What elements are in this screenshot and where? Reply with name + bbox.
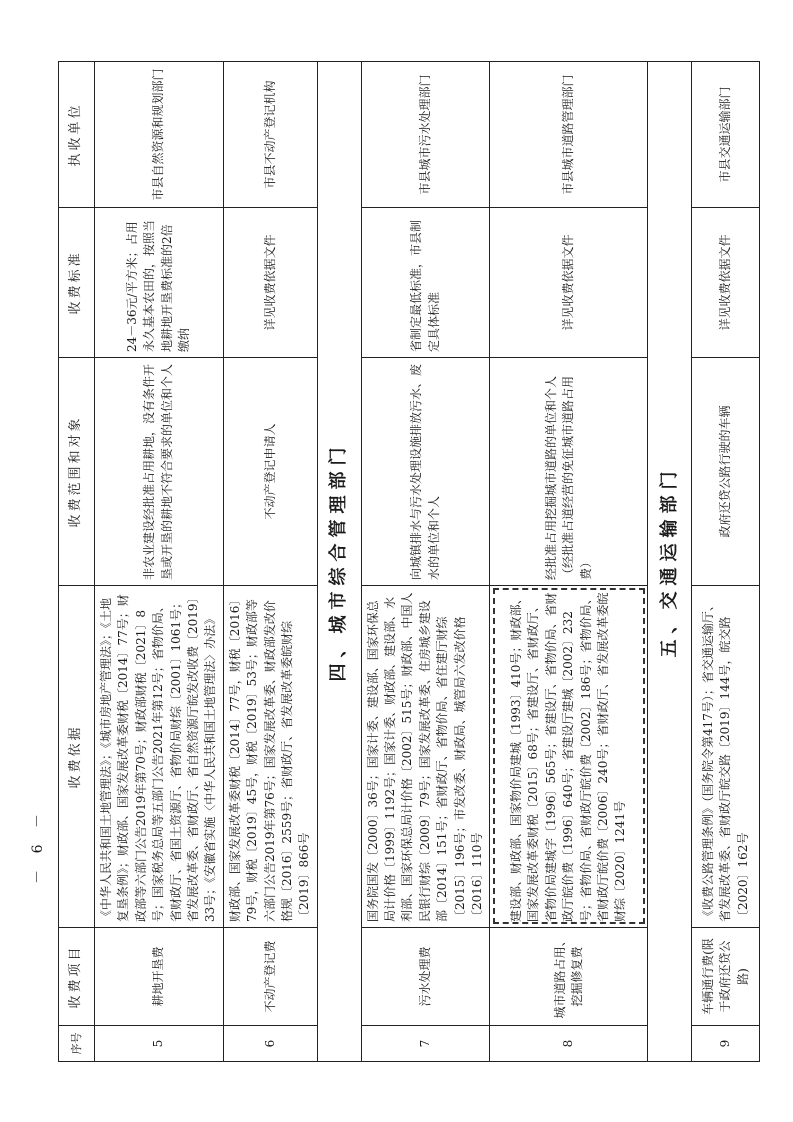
row-unit: 市县自然资源和规划部门 [95, 62, 224, 208]
row-basis: 《中华人民共和国土地管理法》；《城市房地产管理法》；《土地复垦条例》；财政部、国家发展改革委财税〔2014〕77号；财政部等六部门公告2019年第70号；财政部财税〔2021〕8号；国家税务总局等五部门公告2021年第12号；省物价局、省财政厅、省国土资源厅、省物价局财综〔2001〕1061号；省发展改革委、省财政厅、省自然资源厅皖发改收费〔2019〕33号；《安徽省实施〈中华人民共和国土地管理法〉办法》 [95, 586, 224, 928]
rotated-table-page [58, 62, 750, 1062]
header-basis: 收费依据 [59, 586, 95, 928]
row-scope: 非农业建设经批准占用耕地，没有条件开垦或开垦的耕地不符合要求的单位和个人 [95, 358, 224, 586]
row-item: 耕地开垦费 [95, 928, 224, 1026]
row-scope: 不动产登记申请人 [223, 358, 317, 586]
row-standard: 24－36元/平方米；占用永久基本农田的，按照当地耕地开垦费标准的2倍缴纳 [95, 208, 224, 358]
row-item: 车辆通行费(限于政府还贷公路) [692, 928, 760, 1026]
table-row [361, 62, 490, 1062]
row-standard: 详见收费依据文件 [692, 208, 760, 358]
section-title: 四、城市综合管理部门 [317, 62, 361, 1062]
row-scope: 向城镇排水与污水处理设施排放污水、废水的单位和个人 [361, 358, 490, 586]
header-scope: 收费范围和对象 [59, 358, 95, 586]
row-item: 城市道路占用、挖掘修复费 [490, 928, 648, 1026]
row-scope: 政府还贷公路行驶的车辆 [692, 358, 760, 586]
section-title: 五、交通运输部门 [648, 62, 692, 1062]
row-basis: 建设部、财政部、国家物价局建城〔1993〕410号；财政部、国家发展改革委财税〔2015〕68号；省建设厅、省财政厅、省物价局建城字〔1996〕565号；省建设厅、省物价局、省财政厅皖价费〔1996〕640号；省建设厅建城〔2002〕232号；省物价局、省财政厅皖价费〔2002〕186号；省物价局、省财政厅皖价费〔2006〕240号；省财政厅、省发展改革委皖财综〔2020〕1241号 [490, 586, 648, 928]
page-number: － 6 － [30, 808, 46, 884]
row-seq: 8 [490, 1026, 648, 1062]
row-basis: 财政部、国家发展改革委财税〔2014〕77号，财税〔2016〕79号，财税〔2019〕45号，财税〔2019〕53号；财政部等六部门公告2019年第76号；国家发展改革委、财政部发改价格规〔2016〕2559号；省财政厅、省发展改革委皖财综〔2019〕866号 [223, 586, 317, 928]
table-row [95, 62, 224, 1062]
row-unit: 市县城市污水处理部门 [361, 62, 490, 208]
row-item: 污水处理费 [361, 928, 490, 1026]
row-scope: 经批准占用挖掘城市道路的单位和个人（经批准占道经营的免征城市道路占用费） [490, 358, 648, 586]
row-seq: 5 [95, 1026, 224, 1062]
section-row [317, 62, 361, 1062]
row-unit: 市县交通运输部门 [692, 62, 760, 208]
row-standard: 详见收费依据文件 [223, 208, 317, 358]
table-row [490, 62, 648, 1062]
row-unit: 市县不动产登记机构 [223, 62, 317, 208]
table-row [223, 62, 317, 1062]
fee-table [58, 61, 760, 1062]
row-seq: 9 [692, 1026, 760, 1062]
row-item: 不动产登记费 [223, 928, 317, 1026]
row-basis: 《收费公路管理条例》（国务院令第417号）；省交通运输厅、省发展改革委、省财政厅皖交路〔2019〕144号，皖交路〔2020〕162号 [692, 586, 760, 928]
table-header-row [59, 62, 95, 1062]
row-seq: 7 [361, 1026, 490, 1062]
row-unit: 市县城市道路管理部门 [490, 62, 648, 208]
section-row [648, 62, 692, 1062]
row-seq: 6 [223, 1026, 317, 1062]
row-standard: 省制定最低标准，市县制定具体标准 [361, 208, 490, 358]
row-basis: 国务院国发〔2000〕36号；国家计委、建设部、国家环保总局计价格〔1999〕1192号；国家计委、财政部、建设部、水利部、国家环保总局计价格〔2002〕515号；财政部、中国人民银行财综〔2009〕79号；国家发展改革委、住房城乡建设部〔2014〕151号；省财政厅、省物价局、省住建厅财综〔2015〕196号；市发改委、财政局、城管局六发改价格〔2016〕110号 [361, 586, 490, 928]
header-item: 收费项目 [59, 928, 95, 1026]
table-row [692, 62, 760, 1062]
row-standard: 详见收费依据文件 [490, 208, 648, 358]
header-unit: 执收单位 [59, 62, 95, 208]
header-seq: 序号 [59, 1026, 95, 1062]
header-standard: 收费标准 [59, 208, 95, 358]
